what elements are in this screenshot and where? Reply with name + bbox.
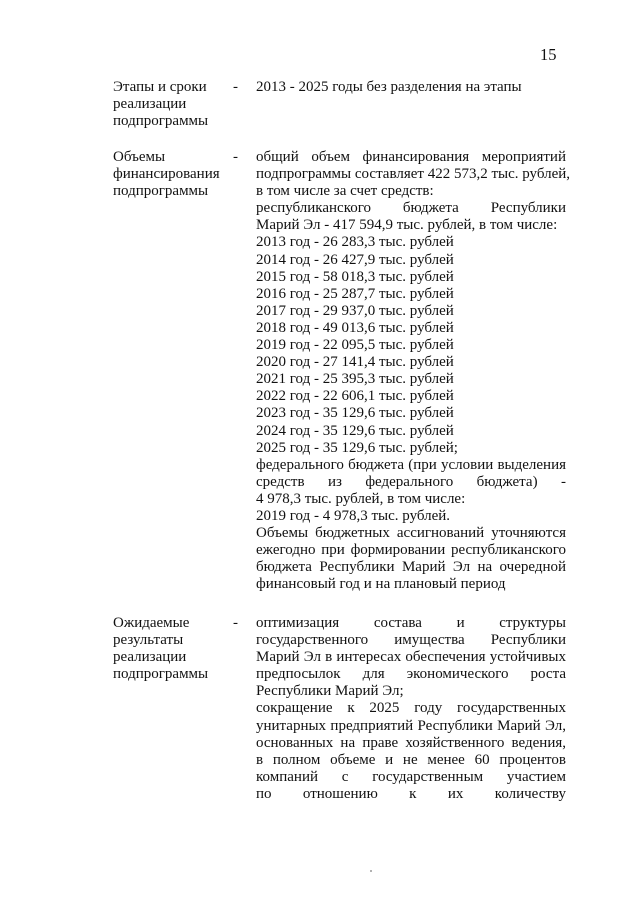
value-line: в том числе за счет средств: [256,183,434,200]
value-line: 4 978,3 тыс. рублей, в том числе: [256,490,466,507]
value-line: 2015 год - 58 018,3 тыс. рублей [256,268,454,285]
label-line: подпрограммы [113,666,209,683]
value-line: 2014 год - 26 427,9 тыс. рублей [256,251,454,268]
separator-dash: - [233,615,238,631]
label-line: подпрограммы [113,183,209,200]
label-line: финансирования [113,166,220,183]
results-value [256,615,566,803]
value-line: подпрограммы составляет 422 573,2 тыс. рублей, [256,166,571,183]
value-line: бюджета Республики Марий Эл на очередной [256,559,566,576]
value-line: 2019 год - 22 095,5 тыс. рублей [256,337,454,354]
label-line: реализации [113,649,187,666]
value-line: 2023 год - 35 129,6 тыс. рублей [256,405,454,422]
value-line: финансовый год и на плановый период [256,576,506,593]
value-line: 2021 год - 25 395,3 тыс. рублей [256,371,454,388]
value-line: оптимизация состава и структуры [256,615,566,631]
value-line: Марий Эл в интересах обеспечения устойчивых [256,649,566,666]
label-line: реализации [113,96,187,113]
value-line: государственного имущества Республики [256,632,566,649]
stages-value [256,79,566,96]
financing-value [256,149,571,593]
label-line: Этапы и сроки [113,79,207,95]
value-line: компаний с государственным участием [256,768,566,785]
scan-speck [370,870,372,872]
results-label [113,615,231,683]
value-line: 2025 год - 35 129,6 тыс. рублей; [256,439,458,456]
page-number: 15 [540,45,557,64]
value-line: ежегодно при формировании республиканского [256,542,566,559]
label-line: Объемы [113,149,166,165]
value-line: средств из федерального бюджета) - [256,473,566,490]
value-line: унитарных предприятий Республики Марий Эл, [256,717,566,734]
financing-label [113,149,231,200]
value-line: Объемы бюджетных ассигнований уточняются [256,525,566,542]
label-line: подпрограммы [113,113,209,130]
value-line: 2024 год - 35 129,6 тыс. рублей [256,422,454,439]
stages-label [113,79,231,130]
label-line: Ожидаемые [113,615,190,631]
value-line: основанных на праве хозяйственного ведения, [256,734,566,751]
value-line: 2020 год - 27 141,4 тыс. рублей [256,354,454,371]
value-line: 2013 - 2025 годы без разделения на этапы [256,79,522,95]
label-line: результаты [113,632,184,649]
value-line: в полном объеме и не менее 60 процентов [256,751,566,768]
separator-dash: - [233,149,238,165]
value-line: общий объем финансирования мероприятий [256,149,566,165]
value-line: Республики Марий Эл; [256,683,404,700]
value-line: 2016 год - 25 287,7 тыс. рублей [256,285,454,302]
value-line: 2022 год - 22 606,1 тыс. рублей [256,388,454,405]
value-line: сокращение к 2025 году государственных [256,700,566,717]
value-line: 2013 год - 26 283,3 тыс. рублей [256,234,454,251]
value-line: по отношению к их количеству [256,785,566,802]
value-line: республиканского бюджета Республики [256,200,566,217]
separator-dash: - [233,79,238,95]
value-line: 2017 год - 29 937,0 тыс. рублей [256,302,454,319]
value-line: предпосылок для экономического роста [256,666,566,683]
value-line: федерального бюджета (при условии выделения [256,456,566,473]
value-line: 2019 год - 4 978,3 тыс. рублей. [256,507,451,524]
value-line: 2018 год - 49 013,6 тыс. рублей [256,319,454,336]
value-line: Марий Эл - 417 594,9 тыс. рублей, в том числе: [256,217,558,234]
